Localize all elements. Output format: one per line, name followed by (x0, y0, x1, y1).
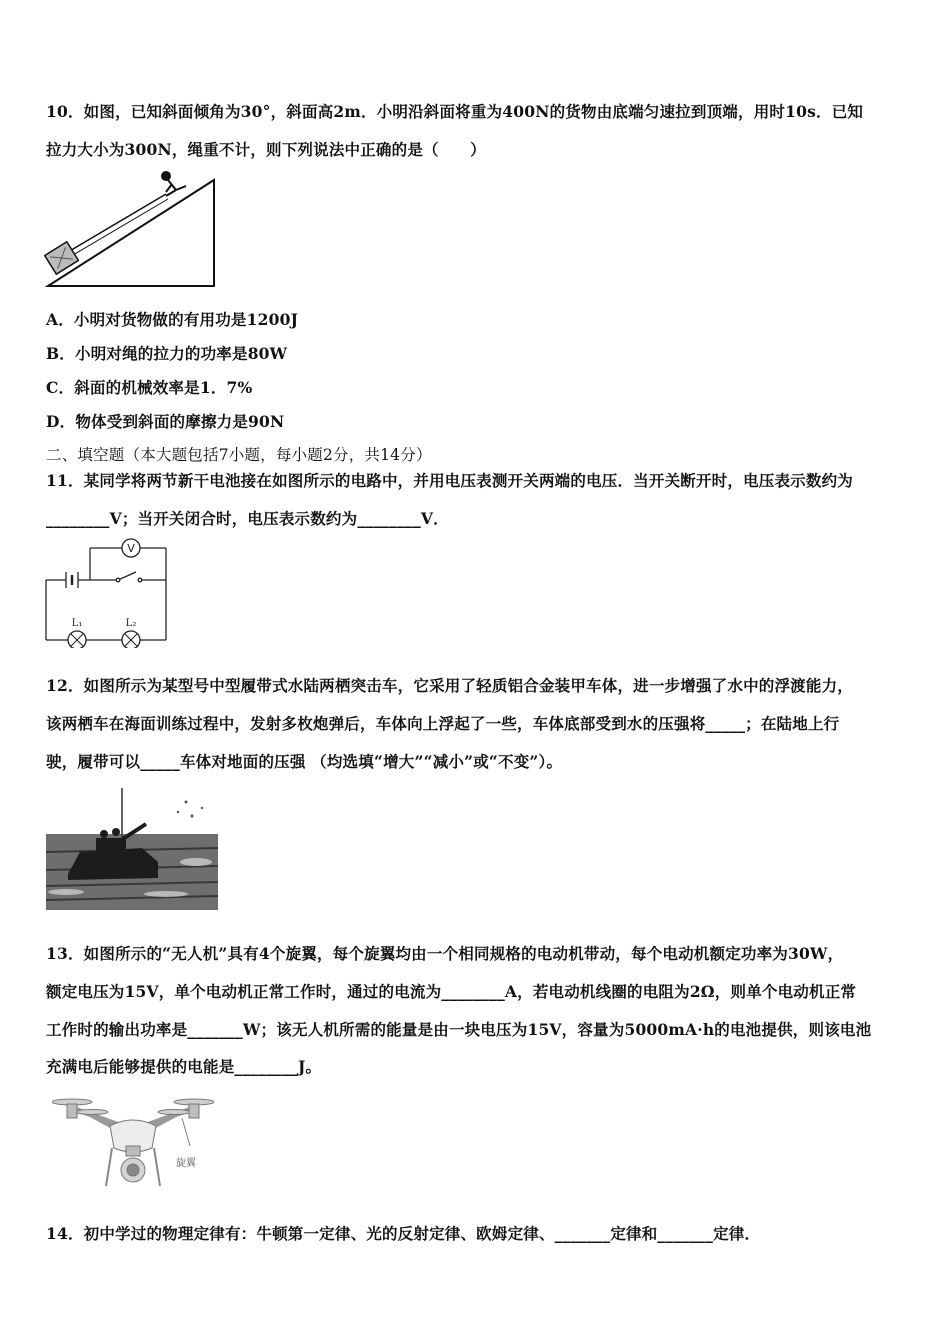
q11-stem-line2: ________V；当开关闭合时，电压表示数约为________V． (46, 509, 449, 528)
rotor-label: 旋翼 (176, 1158, 196, 1169)
voltmeter-label: V (127, 542, 135, 555)
person-figure (162, 172, 186, 196)
q10-option-d: D．物体受到斜面的摩擦力是90N (46, 412, 285, 431)
q10-option-c: C．斜面的机械效率是1．7% (46, 378, 253, 397)
drone-figure (52, 1086, 214, 1198)
q12-stem-line2: 该两栖车在海面训练过程中，发射多枚炮弹后，车体向上浮起了一些，车体底部受到水的压强将_____；在陆地上行 (46, 714, 840, 733)
q13-stem-line2: 额定电压为15V，单个电动机正常工作时，通过的电流为________A，若电动机线圈的电阻为2Ω，则单个电动机正常 (46, 982, 857, 1001)
incline-figure (44, 168, 224, 290)
rotor-annotation (176, 1118, 197, 1169)
lamp-l2-label: L₂ (125, 618, 137, 629)
q14-stem-line1: 14．初中学过的物理定律有：牛顿第一定律、光的反射定律、欧姆定律、_______定律和_______定律． (46, 1224, 761, 1243)
q10-stem-line1: 10．如图，已知斜面倾角为30°，斜面高2m．小明沿斜面将重为400N的货物由底端匀速拉到顶端，用时10s．已知 (46, 102, 864, 121)
q10-stem-line2: 拉力大小为300N，绳重不计，则下列说法中正确的是（ ） (46, 140, 486, 159)
q13-stem-line4: 充满电后能够提供的电能是________J。 (46, 1057, 322, 1076)
q10-option-b: B．小明对绳的拉力的功率是80W (46, 344, 288, 363)
section-title: 二、填空题（本大题包括7小题，每小题2分，共14分） (46, 446, 432, 464)
lamp-l1-label: L₁ (71, 618, 83, 629)
amphibious-vehicle-photo (46, 782, 218, 910)
q11-stem-line1: 11．某同学将两节新干电池接在如图所示的电路中，并用电压表测开关两端的电压．当开关断开时，电压表示数约为 (46, 471, 853, 490)
lamp-l2-icon (122, 618, 140, 648)
q13-stem-line3: 工作时的输出功率是_______W；该无人机所需的能量是由一块电压为15V，容量为5000mA·h的电池提供，则该电池 (46, 1020, 872, 1039)
battery-symbol (66, 572, 78, 588)
q13-stem-line1: 13．如图所示的“无人机”具有4个旋翼，每个旋翼均由一个相同规格的电动机带动，每个电动机额定功率为30W， (46, 944, 844, 963)
voltmeter-icon (122, 539, 140, 557)
lamp-l1-icon (68, 618, 86, 648)
q12-stem-line3: 驶，履带可以_____车体对地面的压强 （均选填“增大”“减小”或“不变”）。 (46, 752, 563, 771)
switch-symbol (116, 572, 142, 582)
q12-stem-line1: 12．如图所示为某型号中型履带式水陆两栖突击车，它采用了轻质铝合金装甲车体，进一步增强了水中的浮渡能力， (46, 676, 853, 695)
q10-option-a: A．小明对货物做的有用功是1200J (46, 310, 299, 329)
circuit-diagram (42, 536, 174, 648)
